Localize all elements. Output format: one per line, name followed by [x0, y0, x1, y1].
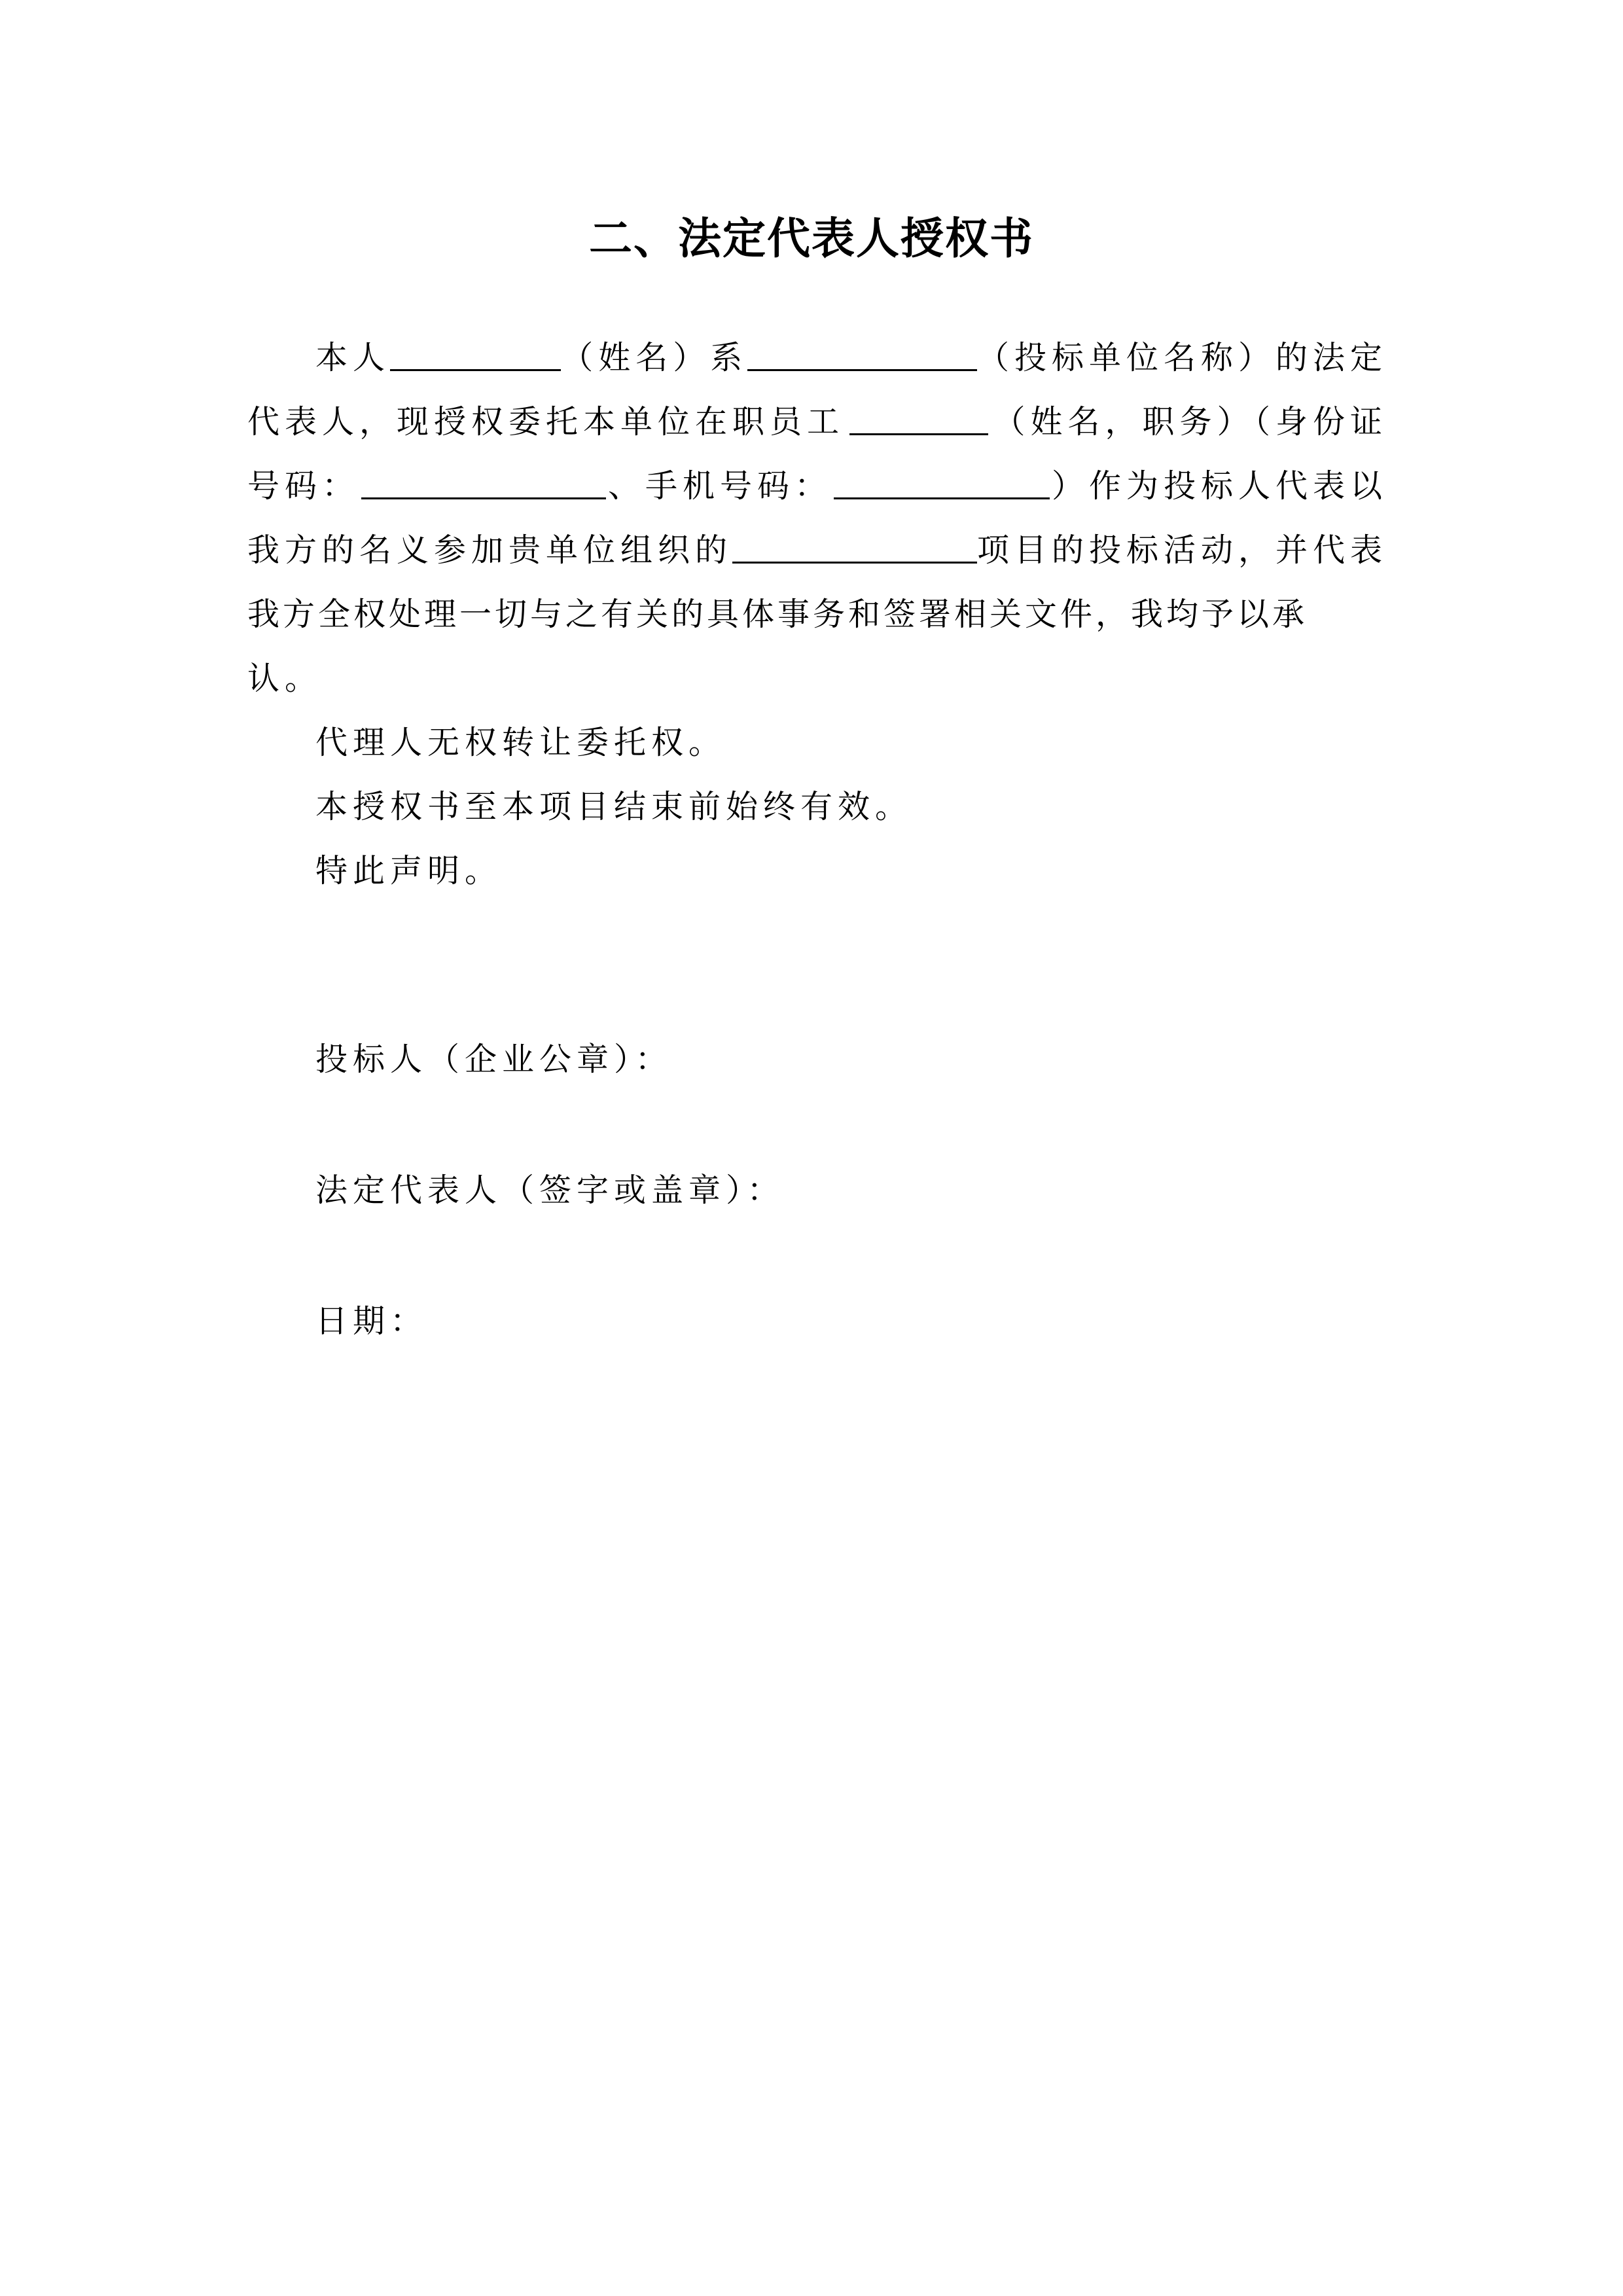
- text-segment: 项目的投标活动，并代表: [976, 531, 1387, 569]
- text-segment: （姓名）系: [561, 339, 748, 376]
- paragraph-line-2: [247, 390, 1387, 454]
- text-segment: 、手机号码：: [607, 467, 832, 505]
- statement-text: 本授权书至本项目结束前始终有效。: [315, 788, 913, 825]
- authorization-paragraph: [247, 326, 1387, 711]
- bidder-seal-label: 投标人（企业公章）：: [315, 1041, 673, 1078]
- text-segment: （姓名，职务）（身份证: [993, 403, 1387, 440]
- name-blank: [390, 340, 561, 371]
- text-segment: 号码：: [247, 467, 360, 505]
- date-label: 日期：: [315, 1302, 428, 1340]
- text-segment: 本人: [315, 339, 391, 376]
- statement-text: 特此声明。: [315, 852, 503, 889]
- statement-line: [247, 839, 912, 903]
- document-title: 二、法定代表人授权书: [589, 213, 1034, 264]
- paragraph-line-6: [247, 647, 1387, 711]
- statement-line: [247, 711, 912, 775]
- text-segment: 我方全权处理一切与之有关的具体事务和签署相关文件，我均予以承: [247, 596, 1308, 633]
- legal-rep-signature-label: 法定代表人（签字或盖章）：: [315, 1172, 785, 1209]
- text-segment: ）作为投标人代表以: [1051, 467, 1387, 505]
- text-segment: （投标单位名称）的法定: [976, 339, 1387, 376]
- statements-block: [247, 711, 912, 903]
- id-number-blank: [361, 469, 606, 499]
- project-name-blank: [732, 533, 977, 564]
- bidder-unit-name-blank: [747, 340, 977, 371]
- paragraph-line-1: [247, 326, 1387, 390]
- text-segment: 代表人，现授权委托本单位在职员工: [247, 403, 845, 440]
- statement-line: [247, 775, 912, 839]
- phone-number-blank: [834, 469, 1050, 499]
- text-segment: 我方的名义参加贵单位组织的: [247, 531, 733, 569]
- paragraph-line-4: [247, 518, 1387, 583]
- employee-name-position-blank: [849, 404, 988, 435]
- paragraph-line-5: [247, 583, 1387, 647]
- statement-text: 代理人无权转让委托权。: [315, 724, 726, 761]
- text-segment: 认。: [247, 660, 323, 697]
- paragraph-line-3: [247, 454, 1387, 518]
